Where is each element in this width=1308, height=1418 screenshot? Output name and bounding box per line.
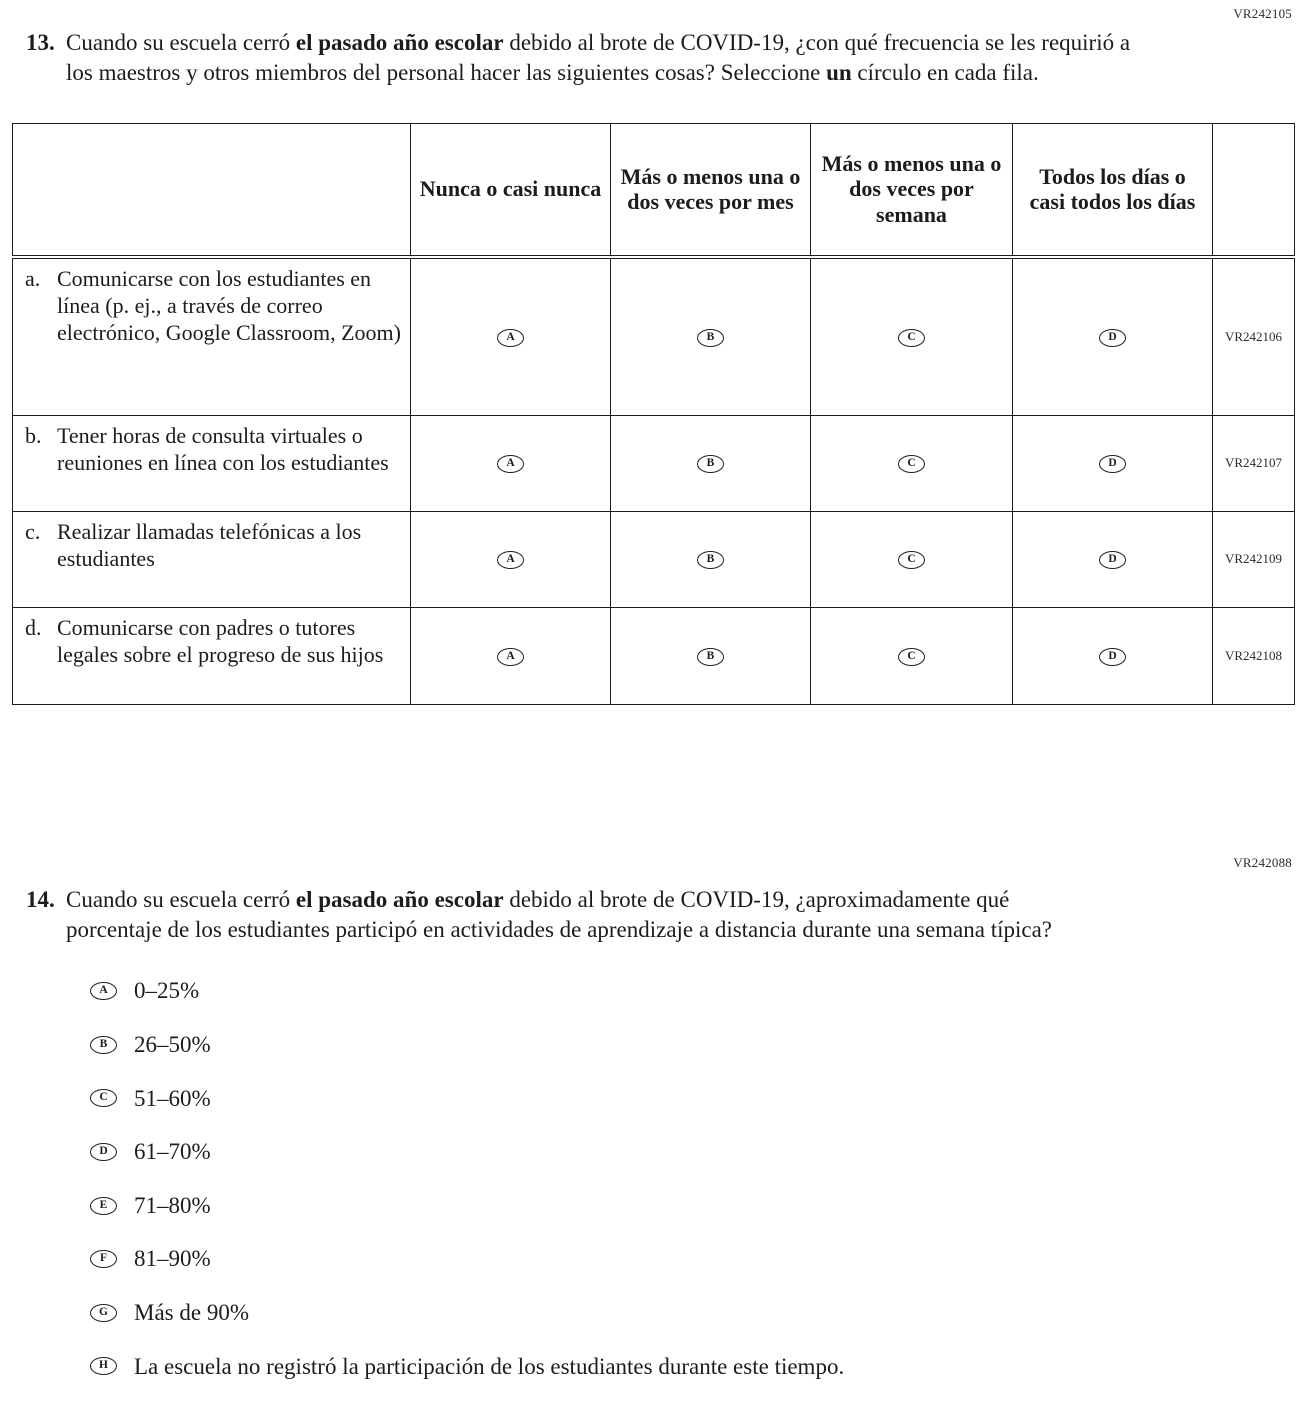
- table-row-b: [13, 415, 1295, 511]
- q14-text-post: debido al brote de COVID-19, ¿aproximadamente qué porcentaje de los estudiantes participó en actividades de aprendizaje a distancia durante una semana típica?: [66, 886, 1053, 943]
- row-code: VR242106: [1213, 257, 1295, 415]
- answer-bubble-a[interactable]: A: [497, 329, 524, 347]
- answer-cell: [611, 415, 811, 511]
- table-row-c: [13, 511, 1295, 607]
- option-f: [90, 1245, 1294, 1273]
- answer-cell: [611, 257, 811, 415]
- option-label: 71–80%: [134, 1192, 211, 1218]
- answer-cell: [411, 415, 611, 511]
- stub-header-cell: [13, 123, 411, 257]
- row-letter: a.: [25, 266, 41, 292]
- code-header-cell: [1213, 123, 1295, 257]
- answer-bubble-b[interactable]: B: [697, 648, 724, 666]
- option-label: Más de 90%: [134, 1300, 249, 1325]
- option-h: [90, 1353, 1294, 1381]
- question-13-number: 13.: [26, 30, 55, 55]
- answer-cell: [811, 607, 1013, 704]
- row-label-cell: [13, 607, 411, 704]
- q14-text-bold-year: el pasado año escolar: [295, 886, 504, 912]
- row-label: Realizar llamadas telefónicas a los estudiantes: [57, 518, 362, 571]
- answer-bubble-h[interactable]: H: [90, 1357, 117, 1375]
- q13-text-post: círculo en cada fila.: [851, 60, 1039, 86]
- row-label: Comunicarse con padres o tutores legales sobre el progreso de sus hijos: [57, 614, 384, 667]
- answer-cell: [811, 415, 1013, 511]
- option-c: [90, 1085, 1294, 1113]
- form-code-q14: VR242088: [1233, 854, 1292, 870]
- option-g: [90, 1299, 1294, 1327]
- option-label: 51–60%: [134, 1085, 211, 1111]
- answer-bubble-a[interactable]: A: [90, 982, 117, 1000]
- answer-bubble-b[interactable]: B: [697, 551, 724, 569]
- answer-bubble-c[interactable]: C: [898, 455, 925, 473]
- option-label: La escuela no registró la participación de los estudiantes durante este tiempo.: [134, 1353, 845, 1379]
- row-code: VR242109: [1213, 511, 1295, 607]
- answer-bubble-g[interactable]: G: [90, 1304, 117, 1322]
- answer-cell: [1013, 415, 1213, 511]
- column-header-weekly: Más o menos una o dos veces por semana: [811, 123, 1013, 257]
- column-header-daily: Todos los días o casi todos los días: [1013, 123, 1213, 257]
- answer-bubble-d[interactable]: D: [1099, 455, 1126, 473]
- answer-bubble-d[interactable]: D: [1099, 551, 1126, 569]
- answer-bubble-c[interactable]: C: [898, 329, 925, 347]
- answer-bubble-e[interactable]: E: [90, 1197, 117, 1215]
- answer-cell: [811, 257, 1013, 415]
- q13-text-bold-un: un: [826, 60, 852, 86]
- row-label-cell: [13, 415, 411, 511]
- answer-bubble-b[interactable]: B: [90, 1036, 117, 1054]
- row-letter: c.: [25, 518, 41, 544]
- answer-bubble-a[interactable]: A: [497, 648, 524, 666]
- table-row-d: [13, 607, 1295, 704]
- q13-text-mid: debido al brote de COVID-19, ¿con qué frecuencia se les requirió a los maestros y otros miembros del personal hacer las siguientes cosas? Seleccione: [66, 30, 1131, 86]
- q13-text-pre: Cuando su escuela cerró: [66, 30, 296, 55]
- option-e: [90, 1192, 1294, 1220]
- row-label-cell: [13, 511, 411, 607]
- answer-bubble-f[interactable]: F: [90, 1250, 117, 1268]
- column-header-never: Nunca o casi nunca: [411, 123, 611, 257]
- answer-cell: [1013, 511, 1213, 607]
- row-letter: b.: [25, 422, 42, 448]
- answer-bubble-c[interactable]: C: [898, 648, 925, 666]
- question-14: [12, 885, 1294, 946]
- answer-bubble-c[interactable]: C: [90, 1089, 117, 1107]
- answer-bubble-d[interactable]: D: [1099, 648, 1126, 666]
- option-label: 81–90%: [134, 1246, 211, 1272]
- option-label: 26–50%: [134, 1032, 211, 1058]
- q13-frequency-table: [12, 123, 1295, 705]
- question-14-text: [66, 885, 1066, 946]
- answer-cell: [1013, 607, 1213, 704]
- answer-cell: [411, 511, 611, 607]
- answer-bubble-b[interactable]: B: [697, 455, 724, 473]
- answer-cell: [411, 607, 611, 704]
- answer-bubble-a[interactable]: A: [497, 455, 524, 473]
- option-label: 61–70%: [134, 1139, 211, 1165]
- answer-bubble-a[interactable]: A: [497, 551, 524, 569]
- row-label: Tener horas de consulta virtuales o reuniones en línea con los estudiantes: [57, 422, 389, 475]
- table-row-a: [13, 257, 1295, 415]
- answer-bubble-d[interactable]: D: [1099, 329, 1126, 347]
- q13-text-bold-year: el pasado año escolar: [295, 30, 504, 55]
- row-letter: d.: [25, 614, 42, 640]
- row-label-cell: [13, 257, 411, 415]
- q14-text-pre: Cuando su escuela cerró: [66, 886, 296, 912]
- answer-bubble-b[interactable]: B: [697, 329, 724, 347]
- option-a: [90, 977, 1294, 1005]
- question-13-text: [66, 28, 1151, 89]
- answer-cell: [1013, 257, 1213, 415]
- option-b: [90, 1031, 1294, 1059]
- answer-cell: [611, 607, 811, 704]
- question-13: [12, 28, 1294, 89]
- answer-cell: [611, 511, 811, 607]
- question-14-number: 14.: [26, 886, 55, 912]
- form-code-q13: VR242105: [1233, 6, 1292, 21]
- q14-options-list: [90, 977, 1294, 1380]
- answer-cell: [811, 511, 1013, 607]
- row-code: VR242108: [1213, 607, 1295, 704]
- row-label: Comunicarse con los estudiantes en línea (p. ej., a través de correo electrónico, Google Classroom, Zoom): [57, 266, 401, 345]
- answer-cell: [411, 257, 611, 415]
- answer-bubble-d[interactable]: D: [90, 1143, 117, 1161]
- row-code: VR242107: [1213, 415, 1295, 511]
- option-d: [90, 1138, 1294, 1166]
- answer-bubble-c[interactable]: C: [898, 551, 925, 569]
- option-label: 0–25%: [134, 978, 200, 1004]
- table-header-row: [13, 123, 1295, 257]
- column-header-monthly: Más o menos una o dos veces por mes: [611, 123, 811, 257]
